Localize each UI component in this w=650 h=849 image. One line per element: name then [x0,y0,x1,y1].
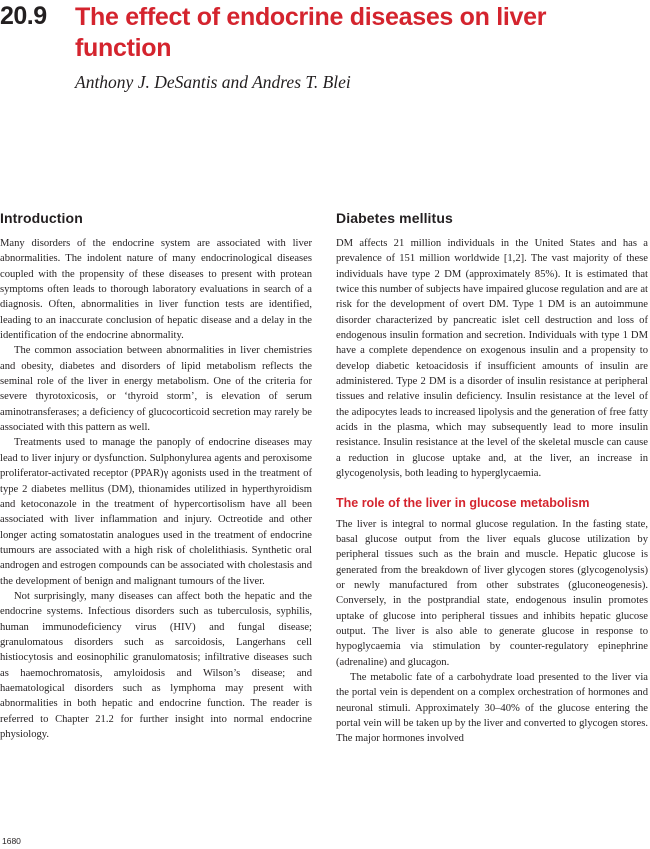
chapter-number: 20.9 [0,2,47,30]
paragraph: Treatments used to manage the panoply of endocrine diseases may lead to liver injury or dysfunction. Sulphonylurea agents and peroxisome proliferator-activated receptor (PPAR)γ agonists used in the treatment of type 2 diabetes mellitus (DM), thionamides utilized in hyperthyroidism and ketoconazole in the treatment of hypercortisolism have all been associated with liver inflammation and injury. Octreotide and other longer acting somatostatin analogues used in the treatment of endocrine tumours are associated with a high risk of cholelithiasis. Synthetic oral androgen and estrogen compounds can be associated with cholestasis and the development of benign and malignant tumours of the liver. [0,437,312,587]
section-heading-introduction: Introduction [0,210,83,226]
paragraph: DM affects 21 million individuals in the United States and has a prevalence of 151 million worldwide [1,2]. The vast majority of these individuals have type 2 DM (approximately 85%). It is estimated that twice this number of subjects have impaired glucose regulation and are at risk for the development of overt DM. Type 1 DM is an autoimmune disorder characterized by pancreatic islet cell destruction and loss of endogenous insulin formation and secretion. Individuals with type 1 DM have a complete dependence on exogenous insulin and a propensity to develop diabetic ketoacidosis if insufficient amounts of insulin are administered. Type 2 DM is a disorder of insulin resistance at peripheral tissues and relative insulin deficiency. Insulin resistance at the level of the adipocytes leads to increased lipolysis and the generation of free fatty acids in the plasma, which may subsequently lead to more insulin resistance. Insulin resistance at the level of the skeletal muscle can cause a reduction in glucose uptake and, at the liver, an increase in glycogenolysis, both leading to hyperglycaemia. [336,238,648,480]
page-number: 1680 [2,836,21,846]
paragraph: Not surprisingly, many diseases can affect both the hepatic and the endocrine systems. Infectious disorders such as tuberculosis, syphilis, human immunodeficiency virus (HIV) and fungal disease; granulomatous disorders such as sarcoidosis, Langerhans cell histiocytosis and eosinophilic granulomatosis; infiltrative diseases such as haemochromatosis, amyloidosis and Wilson’s disease; and haematological disorders such as lymphoma may present with abnormalities in both hepatic and endocrine function. The reader is referred to Chapter 21.2 for further insight into normal endocrine physiology. [0,590,312,740]
paragraph: Many disorders of the endocrine system are associated with liver abnormalities. The indolent nature of many endocrinological diseases coupled with the propensity of these diseases to present with protean symptoms often leads to thorough laboratory evaluations in search of a diagnosis. Often, abnormalities in liver function tests are identified, leading to an inaccurate conclusion of hepatic disease and a delay in the identification of the endocrine abnormality. [0,238,312,342]
left-column [0,210,312,742]
chapter-title: The effect of endocrine diseases on liver function [75,3,547,62]
paragraph: The liver is integral to normal glucose regulation. In the fasting state, basal glucose output from the liver equals glucose utilization by peripheral tissues such as the brain and muscle. Hepatic glucose is generated from the breakdown of liver glycogen stores (glycogenolysis) or newly manufactured from other substrates (gluconeogenesis). Conversely, in the postprandial state, endogenous insulin promotes uptake of glucose into peripheral tissues and inhibits hepatic glucose output. The liver is also able to generate glucose in response to hypoglycaemia via stimulation by counter-regulatory epinephrine (adrenaline) and glucagon. [336,518,648,668]
right-column [336,210,648,747]
paragraph: The metabolic fate of a carbohydrate load presented to the liver via the portal vein is dependent on a complex orchestration of hormones and neuronal stimuli. Approximately 30–40% of the glucose entering the portal vein will be taken up by the liver and converted to glycogen stores. The major hormones involved [336,671,648,745]
paragraph: The common association between abnormalities in liver chemistries and obesity, diabetes and disorders of lipid metabolism reflects the seminal role of the liver in energy metabolism. One of the criteria for severe thyrotoxicosis, or ‘thyroid storm’, is elevation of serum aminotransferases; a deficiency of glucocorticoid secretion may rarely be associated with this pattern as well. [0,345,312,434]
authors: Anthony J. DeSantis and Andres T. Blei [75,72,351,92]
subsection-heading-liver-glucose: The role of the liver in glucose metabolism [336,495,590,510]
section-heading-diabetes: Diabetes mellitus [336,210,453,226]
